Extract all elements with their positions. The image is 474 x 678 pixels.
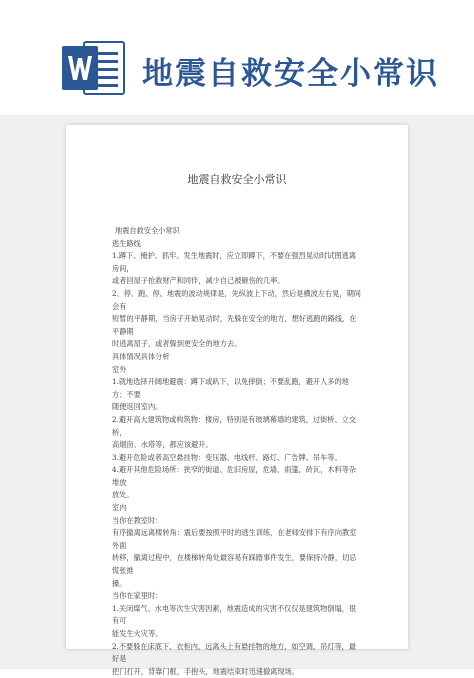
document-page: [66, 125, 408, 676]
body-line: 2、停、跑、停。地震的波动规律是，先纵波上下动，然后是横波左右晃，期间会有: [112, 288, 361, 311]
body-line: 把门打开，背靠门框，手抱头，地震结束时迅速撤离现场。: [112, 666, 299, 676]
body-line: 2.不要躲在床底下、衣柜内，远离头上有悬挂物的地方，如空调、吊灯等，最好是: [112, 641, 357, 664]
body-line: 1.关闭煤气、水电等次生灾害因素，地震造成的灾害不仅仅是建筑物倒塌，很有可: [112, 603, 357, 626]
body-line: 转移，撤离过程中，在楼梯转角处最容易有踩踏事件发生，要保持冷静，切忌慌张推: [112, 553, 357, 576]
body-line: 4.避开其他危险场所：狭窄的街道、危旧房屋，危墙，雨篷，砖瓦，木料等杂堆放: [112, 465, 357, 487]
body-line: 随便返回室内。: [112, 402, 163, 412]
body-line: 3.避开危险或者高空悬挂物：变压器、电线杆、路灯、广告牌、吊车等。: [112, 452, 342, 462]
body-line: 1.就地选择开阔地避震：蹲下或趴下，以免摔倒；不要乱跑，避开人多的地方；不要: [112, 377, 349, 399]
body-line: 高烟囱、水塔等，都应该避开。: [112, 440, 213, 450]
body-line: 有序撤离远离楼转角：震后要按照平时的逃生训练，在老师安排下有序向教室外面: [112, 528, 357, 550]
body-line: 能发生火灾等。: [112, 629, 163, 638]
body-line: 短暂的平静期，当房子开始晃动时，先躲在安全的地方，想好逃跑的路线，在平静期: [112, 314, 357, 336]
body-line: 搡。: [112, 578, 127, 588]
body-line: 具体情况具体分析: [112, 351, 170, 361]
body-line: 室内: [112, 503, 127, 513]
body-line: 或者回屋子抢救财产和同伴，减少自己被砸伤的几率。: [112, 276, 285, 286]
header-banner: [0, 0, 474, 115]
document-title: 地震自救安全小常识: [187, 173, 287, 186]
document-body: [112, 225, 362, 678]
body-line: 1.蹲下、掩护、抓牢。发生地震时，应立即蹲下，不要在强烈晃动时试图逃离房间，: [112, 251, 357, 273]
body-line: 2.避开高大建筑物或构筑物：楼房，特别是有玻璃幕墙的建筑，过街桥、立交桥，: [112, 414, 357, 437]
word-document-icon: [62, 40, 126, 96]
body-line: 时逃离屋子，或者躲到更安全的地方去。: [112, 339, 242, 349]
body-line: 室外: [112, 364, 127, 374]
body-line: 当你在教室时：: [112, 515, 163, 525]
body-line: 当你在家里时：: [112, 591, 163, 601]
page-title: 地震自救安全小常识: [142, 56, 439, 92]
body-line: 放处。: [112, 490, 134, 500]
body-line: 地震自救安全小常识: [115, 226, 180, 235]
document-preview-area: [0, 115, 474, 676]
body-line: 逃生路线: [112, 238, 141, 248]
